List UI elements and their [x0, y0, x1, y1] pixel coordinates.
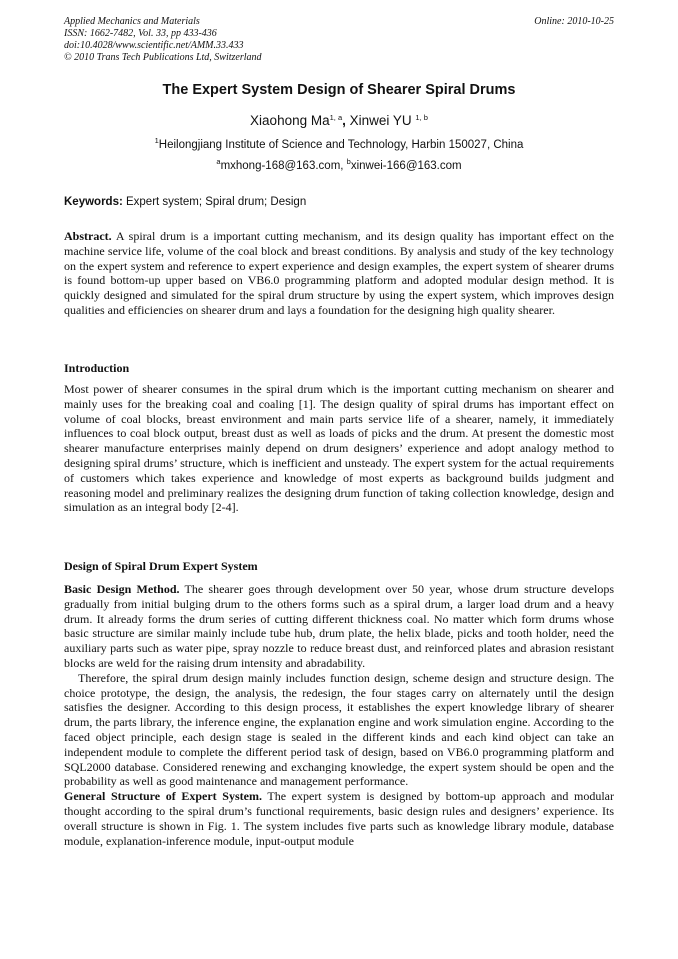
author-separator: , [342, 113, 346, 128]
doi-line: doi:10.4028/www.scientific.net/AMM.33.433 [64, 40, 244, 51]
journal-header [64, 16, 262, 64]
design-section-heading: Design of Spiral Drum Expert System [64, 559, 258, 573]
journal-name: Applied Mechanics and Materials [64, 16, 200, 27]
general-structure-text: The expert system is designed by bottom-up approach and modular thought according to the spiral drum’s functional requirements, basic design rules and designers’ experience. Its overall structure is shown in Fig. 1. The system includes five parts such as knowledge library module, database module, explanation-inference module, input-output module [64, 789, 614, 848]
email-a: mxhong-168@163.com, [220, 160, 347, 172]
keywords-text: Expert system; Spiral drum; Design [122, 196, 307, 208]
author-1-sup: 1, a [329, 113, 343, 122]
general-structure-label: General Structure of Expert System. [64, 789, 262, 804]
introduction-paragraph [64, 382, 614, 515]
introduction-text: Most power of shearer consumes in the spiral drum which is the important cutting mechanism on shearer and mainly uses for the breaking coal and coaling [1]. The design quality of spiral drums has important effect on volume of coal blocks, breast environment and main parts service life of a shearer, namely, it immediately influences to coal block output, breast dust as well as loads of picks and the drum. At present the domestic most shearer manufacture enterprises mainly depend on drum designers’ experience and adopt analogy method to designing spiral drums’ structure, which is inefficient and unsteady. The expert system for the actual requirements of customers which takes experience and knowledge of most experts as background builds judgment and reasoning model and preliminary realizes the designing drum function of taking collection knowledge, design and simulation as an integral body [2-4]. [64, 382, 614, 515]
author-line [0, 112, 678, 130]
basic-design-paragraph [64, 582, 614, 671]
online-date: Online: 2010-10-25 [534, 16, 614, 27]
general-structure-paragraph [64, 789, 614, 848]
abstract-text: A spiral drum is a important cutting mechanism, and its design quality has important effect on the machine service life, volume of the coal block and breast conditions. By analysis and study of the key technology on the expert system and reference to expert experience and design examples, the expert system of shearer drums is found bottom-up upper based on VB6.0 programming platform and adopted modular design method. It is quickly designed and simulated for the spiral drum structure by using the expert system, which improves design qualities and efficiencies on shearer drum and lays a foundation for the designing high quality shearer. [64, 229, 614, 317]
author-2-sup: 1, b [415, 113, 428, 122]
issn-line: ISSN: 1662-7482, Vol. 33, pp 433-436 [64, 28, 217, 39]
abstract-label: Abstract. [64, 229, 112, 243]
therefore-paragraph: Therefore, the spiral drum design mainly includes function design, scheme design and structure design. The choice prototype, the design, the analysis, the redesign, the four stages carry on alternately until the design satisfies the designer. According to this design process, it establishes the expert knowledge library of shearer drum, the parts library, the inference engine, the explanation engine and work simulation engine. According to the faced object principle, each design stage is sealed in the different kinds and each kind object can take an independent module to complete the different period task of design, based on VB6.0 programming platform and SQL2000 database. Considered renewing and exchanging knowledge, the expert system should be open and the probability as well as good maintenance and management performance. [64, 670, 614, 789]
affiliation-text: Heilongjiang Institute of Science and Technology, Harbin 150027, China [158, 139, 524, 151]
email-b-sup: b [346, 157, 351, 166]
email-line [0, 159, 678, 173]
keywords-line [64, 195, 306, 209]
basic-design-label: Basic Design Method. [64, 582, 180, 596]
copyright-line: © 2010 Trans Tech Publications Ltd, Switzerland [64, 52, 262, 63]
introduction-heading: Introduction [64, 361, 130, 375]
keywords-label: Keywords: [64, 196, 123, 208]
abstract-paragraph [64, 229, 614, 318]
author-2-name: Xinwei YU [345, 113, 416, 128]
author-1-name: Xiaohong Ma [250, 113, 330, 128]
paper-title: The Expert System Design of Shearer Spiral Drums [162, 82, 516, 98]
affiliation-line [0, 138, 678, 152]
basic-design-text: The shearer goes through development over 50 year, whose drum structure develops gradually from initial bulging drum to the others forms such as a spiral drum, a larger load drum and a heavy drum. It already forms the drum series of cutting different thickness coal. No matter which form drums whose basic structure are similar mainly include tube hub, drum plate, the helix blade, picks and tooth holder, need the auxiliary parts such as water pipe, spray nozzle to reduce breast dust, and reinforced plates and abrasion resistant blocks are weld for the raising drum intensity and abradability. [64, 582, 614, 670]
email-a-sup: a [216, 157, 221, 166]
design-section-body [64, 582, 614, 848]
affiliation-sup: 1 [154, 136, 159, 145]
email-b: xinwei-166@163.com [350, 160, 462, 172]
